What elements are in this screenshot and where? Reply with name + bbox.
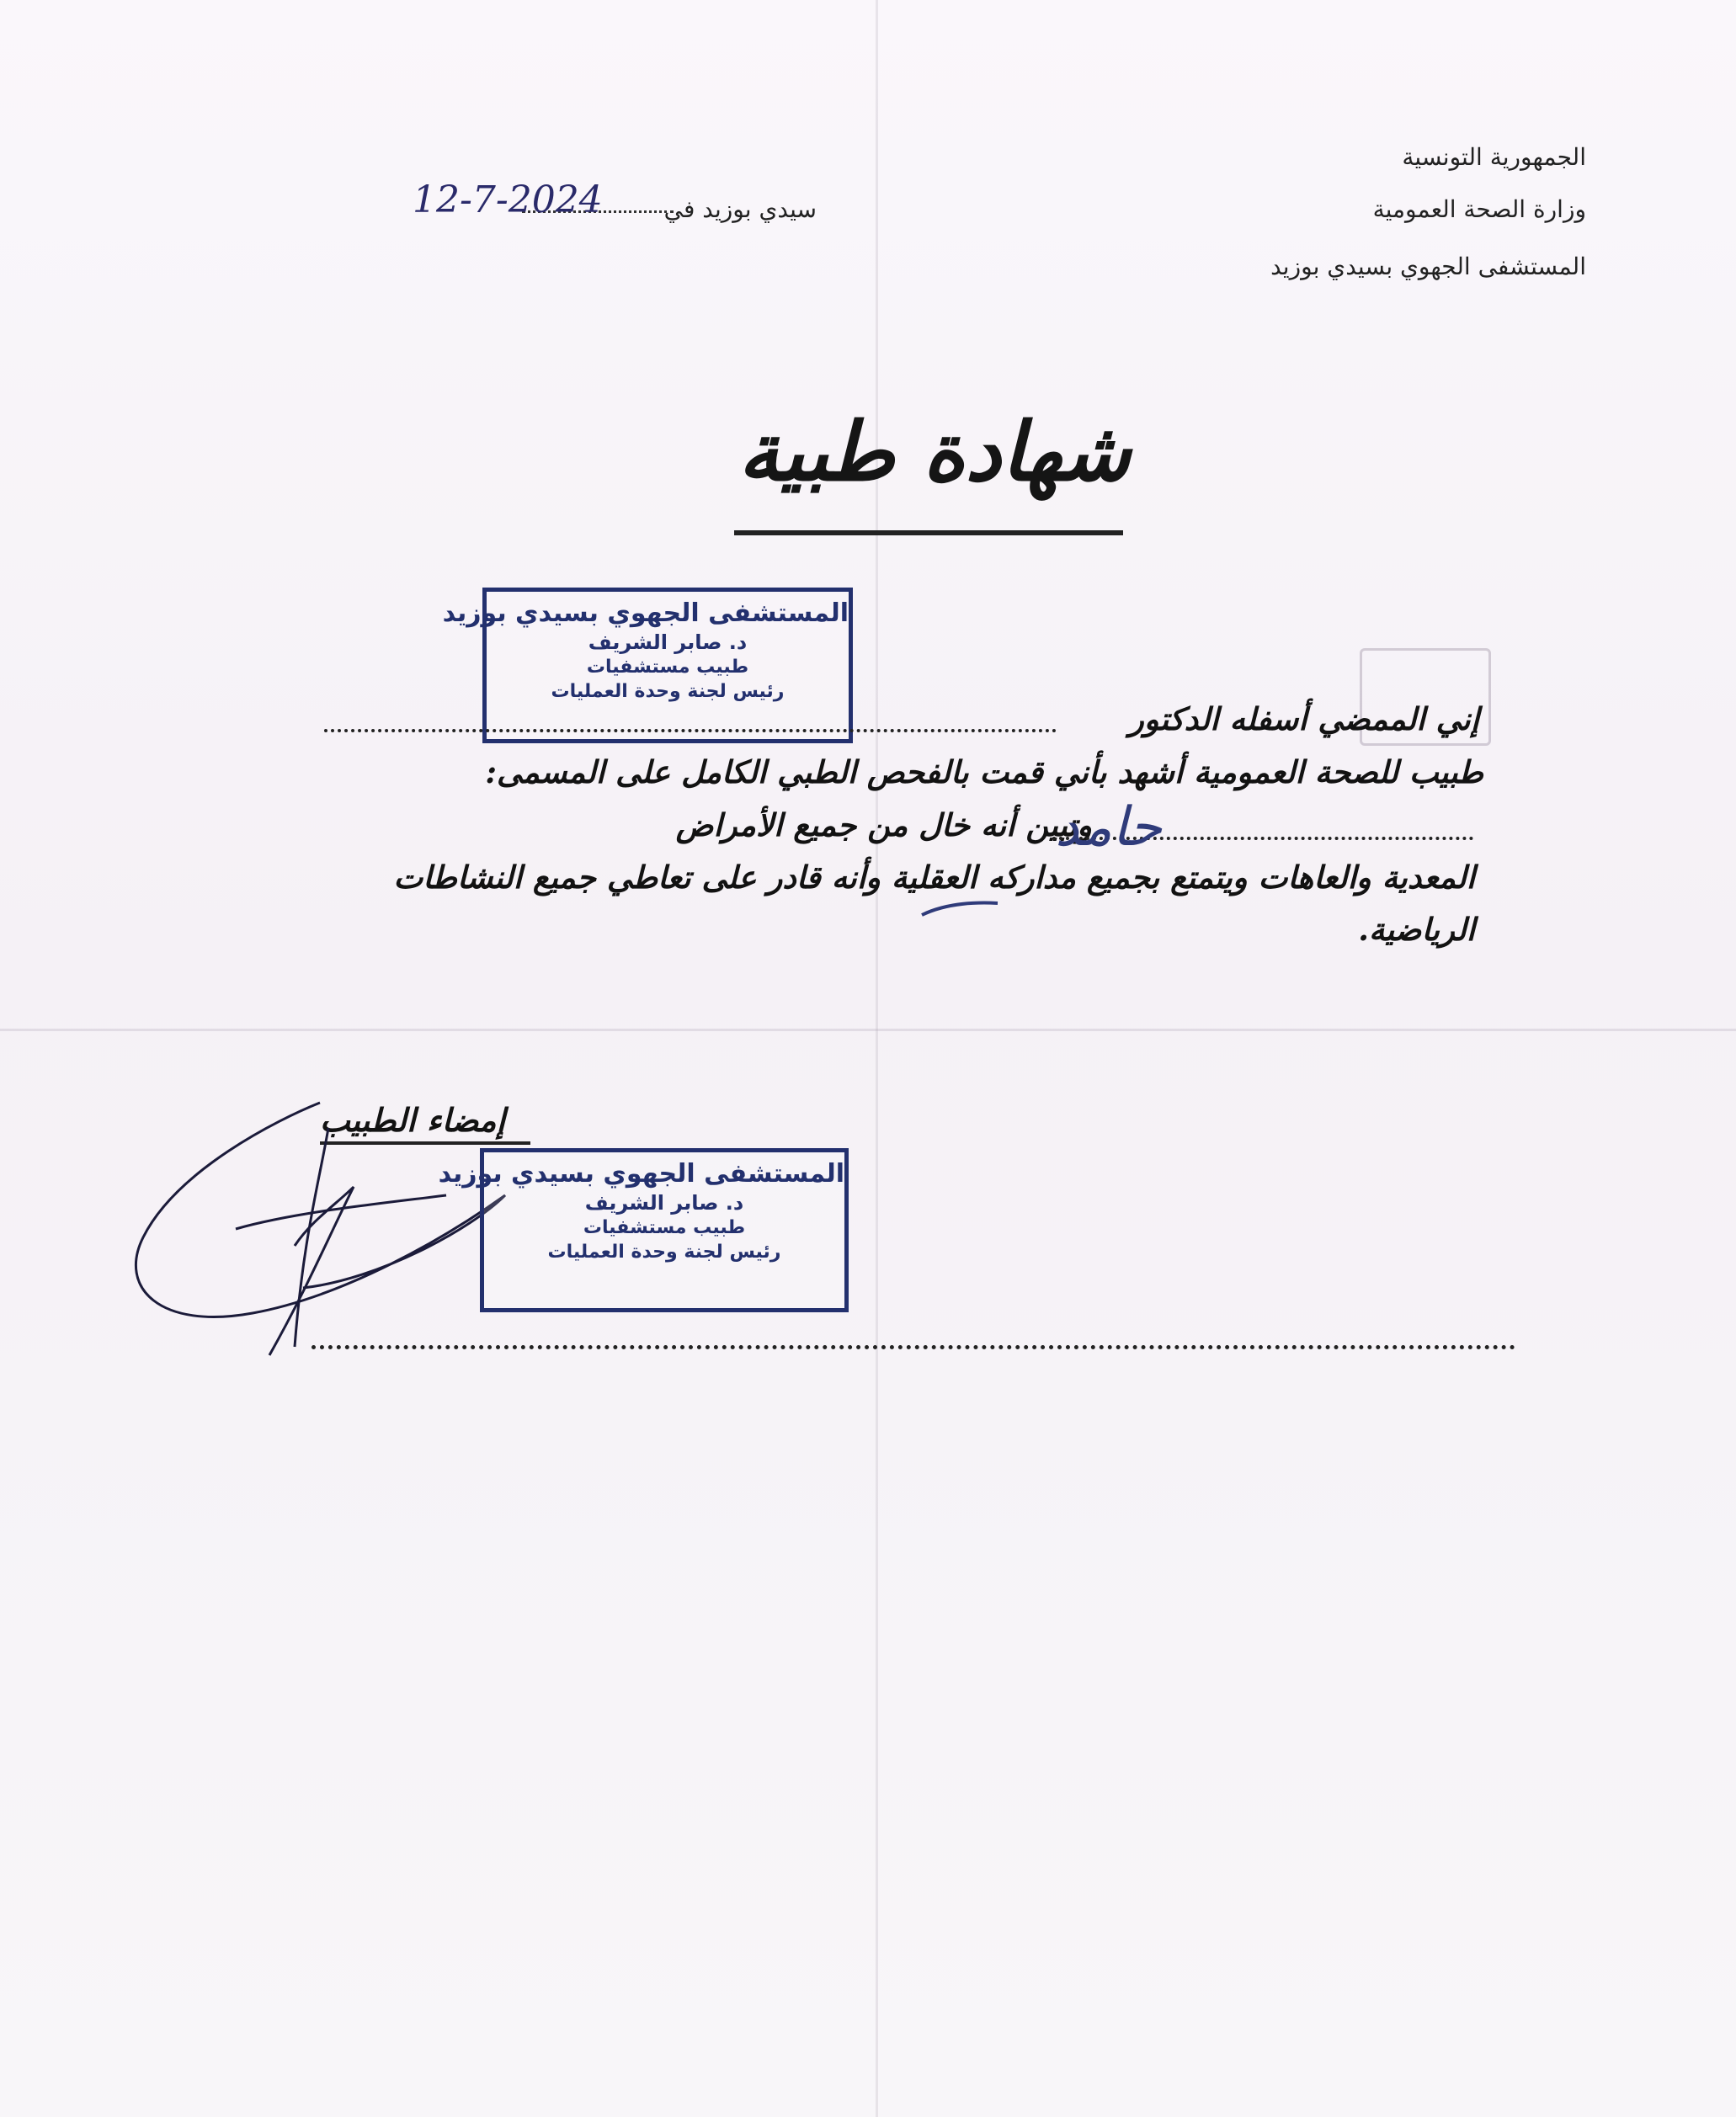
stamp-title: طبيب مستشفيات <box>583 1217 746 1239</box>
signature-dots <box>312 1345 1515 1349</box>
body-line-5: الرياضية. <box>1358 911 1475 948</box>
body-line-3: وتبين أنه خال من جميع الأمراض <box>675 806 1092 843</box>
doctor-signature <box>126 1094 530 1372</box>
stamp-role: رئيس لجنة وحدة العمليات <box>551 680 785 702</box>
title-underline <box>734 530 1123 535</box>
date-field <box>413 178 817 229</box>
handwritten-name: حامد <box>1055 796 1162 859</box>
stamp-role: رئيس لجنة وحدة العمليات <box>547 1241 781 1263</box>
stamp-hospital: المستشفى الجهوي بسيدي بوزيد <box>438 1159 844 1189</box>
hospital-stamp-bottom <box>438 1148 849 1312</box>
page-title: شهادة طبية <box>738 404 1132 499</box>
header-hospital: المستشفى الجهوي بسيدي بوزيد <box>1270 253 1586 280</box>
hospital-stamp-top <box>442 588 853 743</box>
paper-fold-horizontal <box>0 1029 1736 1031</box>
paper-fold-vertical <box>876 0 878 2117</box>
stamp-doctor: د. صابر الشريف <box>588 630 748 654</box>
body-line-2: طبيب للصحة العمومية أشهد بأني قمت بالفحص الطبي الكامل على المسمى: <box>485 753 1483 790</box>
date-label: سيدي بوزيد في <box>663 195 817 223</box>
signature-label: إمضاء الطبيب <box>320 1101 506 1139</box>
date-handwritten: 12-7-2024 <box>413 178 603 221</box>
doctor-name-dots <box>324 729 1057 732</box>
body-line-4: المعدية والعاهات ويتمتع بجميع مداركه العقلية وأنه قادر على تعاطي جميع النشاطات <box>393 859 1475 896</box>
header-country: الجمهورية التونسية <box>1402 143 1586 171</box>
handwritten-mark <box>918 896 1019 922</box>
header-ministry: وزارة الصحة العمومية <box>1372 195 1586 223</box>
stamp-hospital: المستشفى الجهوي بسيدي بوزيد <box>442 598 849 628</box>
stamp-doctor: د. صابر الشريف <box>584 1191 744 1215</box>
body-line-1: إني الممضي أسفله الدكتور <box>1128 700 1479 737</box>
stamp-title: طبيب مستشفيات <box>586 657 749 678</box>
